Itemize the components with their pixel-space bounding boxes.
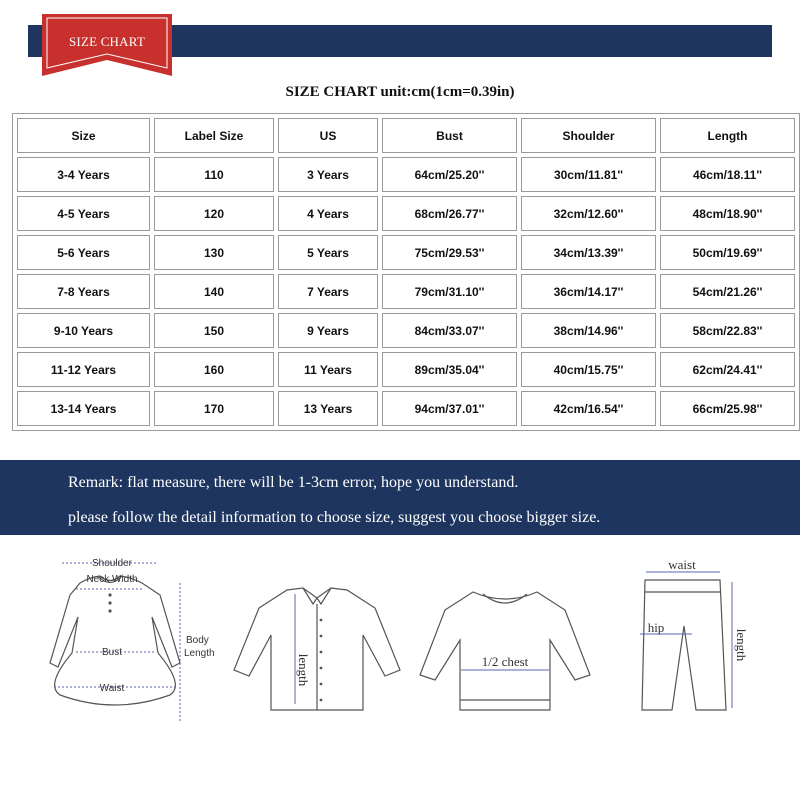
cell-label-size: 150 <box>154 313 274 348</box>
cell-us: 11 Years <box>278 352 378 387</box>
cell-label-size: 130 <box>154 235 274 270</box>
pants-diagram <box>620 560 750 730</box>
cell-bust: 84cm/33.07'' <box>382 313 517 348</box>
cell-shoulder: 32cm/12.60'' <box>521 196 656 231</box>
header-us: US <box>278 118 378 153</box>
cell-size: 3-4 Years <box>17 157 150 192</box>
measurement-diagrams <box>0 540 800 800</box>
header-label-size: Label Size <box>154 118 274 153</box>
cell-bust: 64cm/25.20'' <box>382 157 517 192</box>
cell-us: 4 Years <box>278 196 378 231</box>
cell-us: 3 Years <box>278 157 378 192</box>
header-length: Length <box>660 118 795 153</box>
header-size: Size <box>17 118 150 153</box>
cell-size: 7-8 Years <box>17 274 150 309</box>
table-row <box>17 313 795 348</box>
shirt-length-label: length <box>296 653 311 687</box>
cell-length: 58cm/22.83'' <box>660 313 795 348</box>
cell-size: 5-6 Years <box>17 235 150 270</box>
dress-bust-label: Bust <box>101 647 123 658</box>
dress-diagram <box>20 545 220 725</box>
dress-length-label: Length <box>184 648 215 659</box>
cell-shoulder: 34cm/13.39'' <box>521 235 656 270</box>
dress-waist-label: Waist <box>99 683 125 694</box>
cell-size: 11-12 Years <box>17 352 150 387</box>
shirt-diagram <box>225 580 410 720</box>
dress-neck-label: Neck Width <box>86 574 138 585</box>
cell-length: 46cm/18.11'' <box>660 157 795 192</box>
header-shoulder: Shoulder <box>521 118 656 153</box>
cell-shoulder: 40cm/15.75'' <box>521 352 656 387</box>
cell-length: 48cm/18.90'' <box>660 196 795 231</box>
pants-length-label: length <box>734 628 749 662</box>
size-chart-title: SIZE CHART unit:cm(1cm=0.39in) <box>285 84 515 100</box>
table-row <box>17 235 795 270</box>
cell-bust: 79cm/31.10'' <box>382 274 517 309</box>
cell-shoulder: 36cm/14.17'' <box>521 274 656 309</box>
size-chart-ribbon <box>42 14 172 76</box>
ribbon-label: SIZE CHART <box>69 34 145 49</box>
cell-label-size: 110 <box>154 157 274 192</box>
cell-bust: 75cm/29.53'' <box>382 235 517 270</box>
cell-shoulder: 30cm/11.81'' <box>521 157 656 192</box>
cell-length: 62cm/24.41'' <box>660 352 795 387</box>
cell-bust: 68cm/26.77'' <box>382 196 517 231</box>
cell-label-size: 160 <box>154 352 274 387</box>
pants-waist-label: waist <box>668 560 696 572</box>
cell-length: 66cm/25.98'' <box>660 391 795 426</box>
sweater-chest-label: 1/2 chest <box>481 654 529 669</box>
header-bust: Bust <box>382 118 517 153</box>
table-row <box>17 391 795 426</box>
cell-bust: 89cm/35.04'' <box>382 352 517 387</box>
cell-size: 4-5 Years <box>17 196 150 231</box>
cell-size: 13-14 Years <box>17 391 150 426</box>
cell-shoulder: 38cm/14.96'' <box>521 313 656 348</box>
dress-body-label: Body <box>186 635 209 646</box>
cell-bust: 94cm/37.01'' <box>382 391 517 426</box>
cell-label-size: 120 <box>154 196 274 231</box>
cell-label-size: 170 <box>154 391 274 426</box>
table-row <box>17 274 795 309</box>
cell-us: 13 Years <box>278 391 378 426</box>
pants-hip-label: hip <box>647 620 665 635</box>
remark-band <box>0 460 800 535</box>
table-row <box>17 352 795 387</box>
cell-us: 7 Years <box>278 274 378 309</box>
dress-shoulder-label: Shoulder <box>91 558 133 569</box>
table-row <box>17 157 795 192</box>
table-row <box>17 196 795 231</box>
cell-length: 50cm/19.69'' <box>660 235 795 270</box>
sweater-diagram <box>415 580 595 720</box>
table-header-row <box>17 118 795 153</box>
cell-label-size: 140 <box>154 274 274 309</box>
size-table <box>12 113 800 431</box>
cell-length: 54cm/21.26'' <box>660 274 795 309</box>
cell-us: 5 Years <box>278 235 378 270</box>
remark-line-2: please follow the detail information to choose size, suggest you choose bigger size. <box>68 509 601 526</box>
cell-us: 9 Years <box>278 313 378 348</box>
cell-shoulder: 42cm/16.54'' <box>521 391 656 426</box>
cell-size: 9-10 Years <box>17 313 150 348</box>
remark-line-1: Remark: flat measure, there will be 1-3cm error, hope you understand. <box>68 474 519 491</box>
